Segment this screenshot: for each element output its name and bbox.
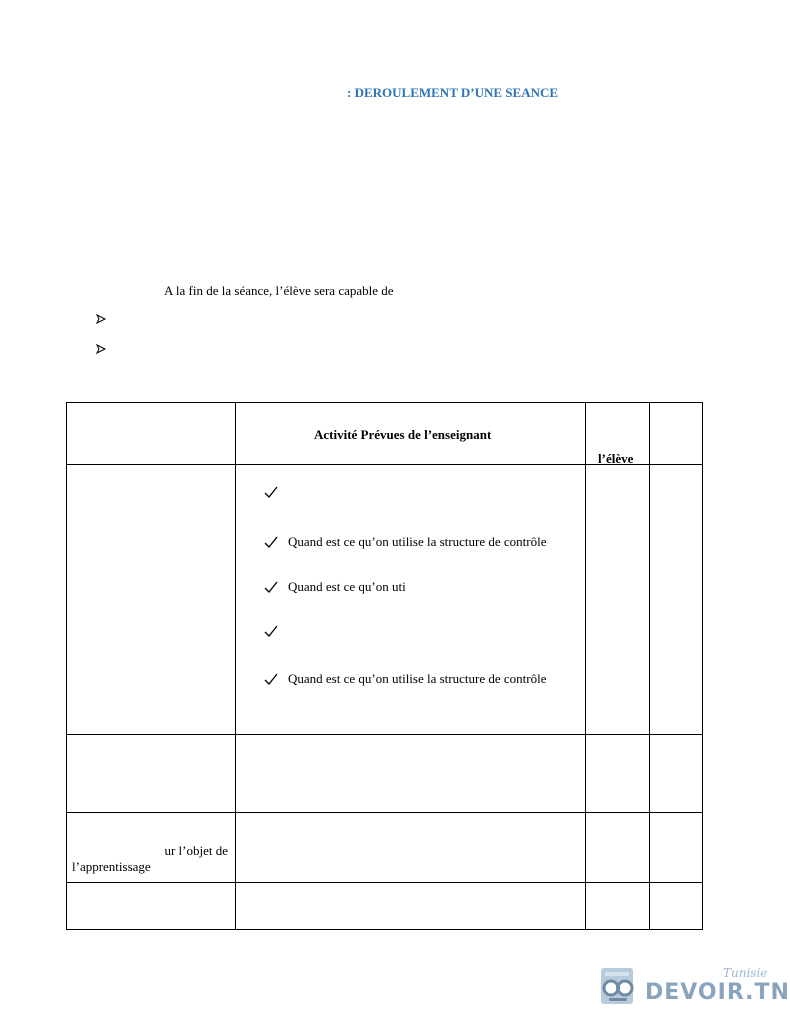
- row-label: [72, 843, 228, 875]
- table-row-divider: [66, 734, 703, 735]
- table-border-right: [702, 402, 703, 930]
- checkmark-icon: [264, 673, 278, 685]
- checklist-item-label: Quand est ce qu’on utilise la structure de contrôle: [288, 534, 547, 549]
- header-student: l’élève: [598, 451, 634, 466]
- logo-wordmark: DEVOIR.TN: [645, 980, 790, 1005]
- header-teacher-activity: Activité Prévues de l’enseignant: [314, 427, 492, 442]
- checklist-item: [264, 486, 288, 498]
- arrowhead-bullet-icon: [96, 344, 106, 354]
- table-border-top: [66, 402, 703, 403]
- table-row-divider: [66, 882, 703, 883]
- table-col-divider: [235, 402, 236, 930]
- checkmark-icon: [264, 486, 278, 498]
- checkmark-icon: [264, 581, 278, 593]
- book-face-logo-icon: [597, 966, 641, 1012]
- row-label-line: ur l’objet de: [164, 843, 228, 858]
- checklist-item-label: Quand est ce qu’on utilise la structure de contrôle: [288, 671, 547, 686]
- table-border-left: [66, 402, 67, 930]
- checklist-item: [264, 579, 406, 595]
- logo-subtitle: Tunisie: [723, 966, 768, 980]
- checkmark-icon: [264, 536, 278, 548]
- arrowhead-bullet-icon: [96, 314, 106, 324]
- table-row-divider: [66, 812, 703, 813]
- lesson-table: [66, 402, 703, 930]
- objective-intro: A la fin de la séance, l’élève sera capable de: [164, 283, 394, 298]
- checklist-item: [264, 671, 546, 687]
- row-label-line: l’apprentissage: [72, 859, 151, 874]
- checklist-item: [264, 625, 288, 637]
- table-col-divider: [649, 402, 650, 930]
- devoir-tn-logo: [597, 964, 790, 1014]
- table-border-bottom: [66, 929, 703, 930]
- page-title: : DEROULEMENT D’UNE SEANCE: [347, 85, 559, 100]
- checklist-item: [264, 534, 546, 550]
- table-col-divider: [585, 402, 586, 930]
- checklist-item-label: Quand est ce qu’on uti: [288, 579, 406, 594]
- checkmark-icon: [264, 625, 278, 637]
